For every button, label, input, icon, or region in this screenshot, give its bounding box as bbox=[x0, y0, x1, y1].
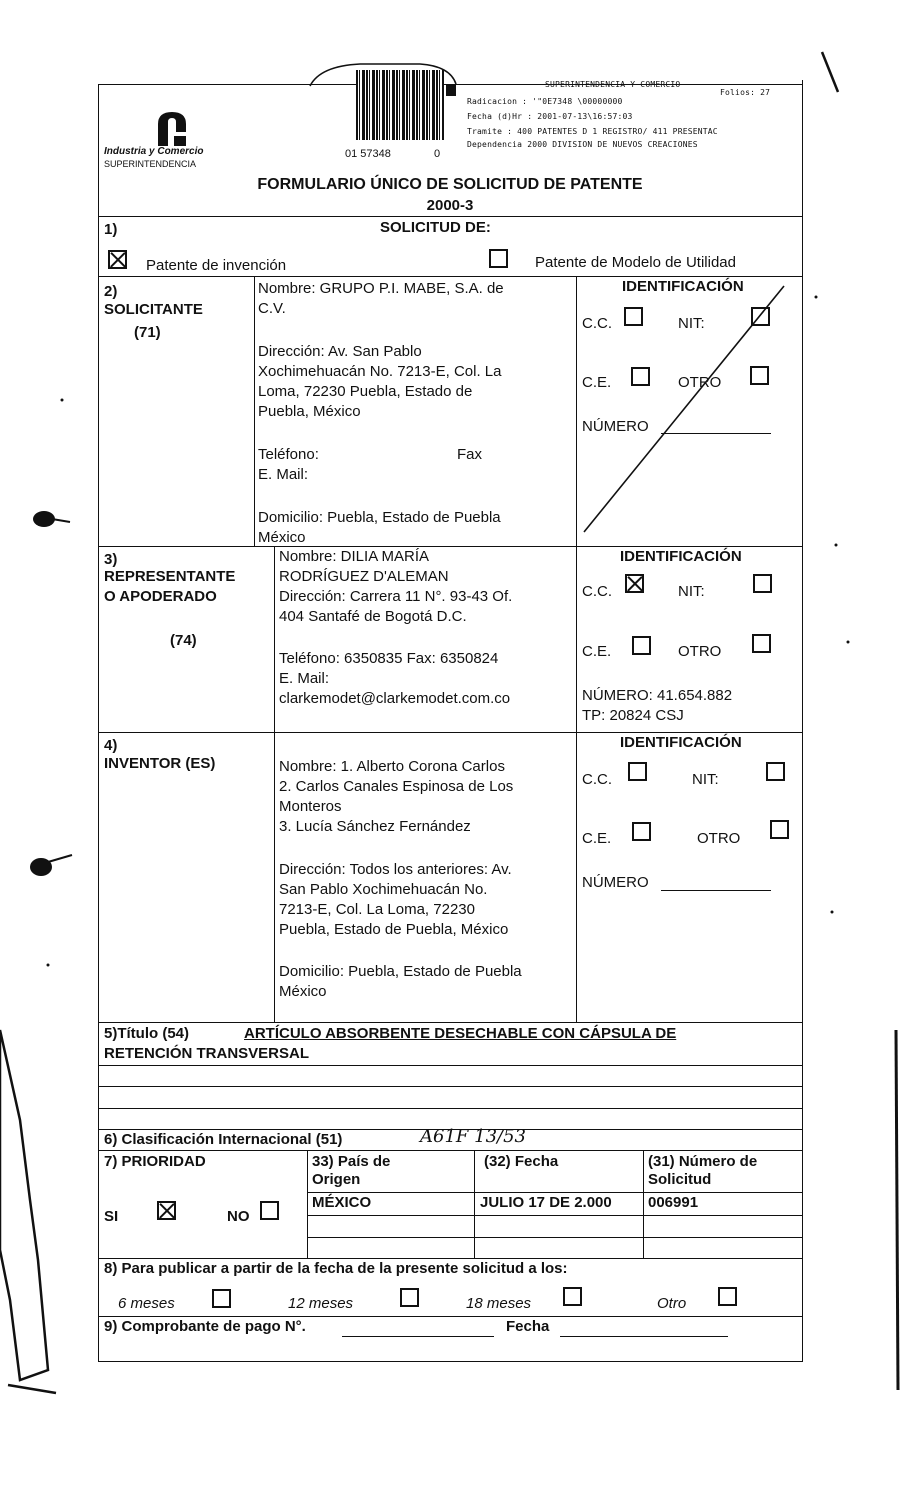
logo-text: Industria y Comercio bbox=[104, 146, 204, 157]
s7-number-value: 006991 bbox=[648, 1194, 699, 1211]
inventor-domicile: Domicilio: Puebla, Estado de Puebla México bbox=[279, 963, 522, 1000]
s7-row-2 bbox=[307, 1215, 802, 1216]
s7-date-value: JULIO 17 DE 2.000 bbox=[480, 1194, 612, 1211]
s3-id-title: IDENTIFICACIÓN bbox=[620, 548, 742, 565]
s4-cc-label: C.C. bbox=[582, 771, 612, 788]
utility-model-checkbox[interactable] bbox=[489, 249, 508, 268]
publish-6-label: 6 meses bbox=[118, 1295, 175, 1312]
utility-model-label: Patente de Modelo de Utilidad bbox=[535, 254, 736, 271]
s7-si-label: SI bbox=[104, 1208, 119, 1225]
section2-number: 2) bbox=[104, 283, 118, 300]
section8-label: 8) Para publicar a partir de la fecha de la presente solicitud a los: bbox=[104, 1260, 568, 1277]
form-right-border bbox=[802, 80, 803, 1362]
s2-cc-label: C.C. bbox=[582, 315, 612, 332]
invention-checkbox[interactable] bbox=[108, 250, 127, 269]
applicant-fax: Fax bbox=[457, 446, 483, 463]
priority-si-checkbox[interactable] bbox=[157, 1201, 176, 1220]
barcode-suffix: 0 bbox=[434, 148, 441, 160]
s4-nit-label: NIT: bbox=[692, 771, 719, 788]
publish-12-label: 12 meses bbox=[288, 1295, 354, 1312]
s3-numero: NÚMERO: 41.654.882 TP: 20824 CSJ bbox=[582, 687, 733, 724]
stamp-mark bbox=[446, 84, 456, 96]
s4-otro-label: OTRO bbox=[697, 830, 741, 847]
section3-number: 3) bbox=[104, 551, 118, 568]
section7-label: 7) PRIORIDAD bbox=[104, 1153, 206, 1170]
publish-other-checkbox[interactable] bbox=[718, 1287, 737, 1306]
section6-label: 6) Clasificación Internacional (51) bbox=[104, 1131, 343, 1148]
invention-label: Patente de invención bbox=[146, 257, 287, 274]
s7-country-header: 33) País de Origen bbox=[312, 1153, 391, 1188]
section1-number: 1) bbox=[104, 221, 118, 238]
applicant-domicile: Domicilio: Puebla, Estado de Puebla México bbox=[258, 509, 501, 546]
s3-ce-checkbox[interactable] bbox=[632, 636, 651, 655]
stamp-line4: Tramite : 400 PATENTES D 1 REGISTRO/ 411 PRESENTAC bbox=[467, 127, 718, 136]
s5-line-3 bbox=[98, 1108, 802, 1109]
stamp-line1: SUPERINTENDENCIA Y COMERCIO bbox=[545, 80, 681, 89]
stamp-line3: Fecha (d)Hr : 2001-07-13\16:57:03 bbox=[467, 112, 633, 121]
s4-numero-label: NÚMERO bbox=[582, 874, 649, 891]
s2-ce-label: C.E. bbox=[582, 374, 612, 391]
s4-cc-checkbox[interactable] bbox=[628, 762, 647, 781]
applicant-phone: Teléfono: bbox=[258, 446, 319, 463]
patent-title-line1: ARTÍCULO ABSORBENTE DESECHABLE CON CÁPSULA DE bbox=[244, 1025, 677, 1042]
s3-ce-label: C.E. bbox=[582, 643, 612, 660]
s7-row-3 bbox=[307, 1237, 802, 1238]
s5-line-2 bbox=[98, 1086, 802, 1087]
s34-divider bbox=[274, 546, 275, 1022]
barcode-icon bbox=[356, 70, 444, 140]
barcode-number: 01 57348 bbox=[345, 148, 391, 160]
section9-label: 9) Comprobante de pago N°. bbox=[104, 1318, 306, 1335]
sep-s2-top bbox=[98, 276, 802, 277]
applicant-name: Nombre: GRUPO P.I. MABE, S.A. de C.V. bbox=[258, 280, 504, 317]
stamp-folios: Folios: 27 bbox=[720, 88, 771, 97]
s4-nit-checkbox[interactable] bbox=[766, 762, 785, 781]
representative-name: Nombre: DILIA MARÍA RODRÍGUEZ D'ALEMAN Dirección: Carrera 11 N°. 93-43 Of. 404 Santafé de Bogotá D.C. bbox=[279, 548, 513, 625]
sep-s9-top bbox=[98, 1316, 802, 1317]
section5-label: 5)Título (54) bbox=[104, 1025, 189, 1042]
sep-s8-top bbox=[98, 1258, 802, 1259]
s4-ce-checkbox[interactable] bbox=[632, 822, 651, 841]
applicant-email: E. Mail: bbox=[258, 466, 309, 483]
s3-nit-label: NIT: bbox=[678, 583, 705, 600]
section3-code: (74) bbox=[170, 632, 197, 649]
priority-no-checkbox[interactable] bbox=[260, 1201, 279, 1220]
representative-contact: Teléfono: 6350835 Fax: 6350824 E. Mail: clarkemodet@clarkemodet.com.co bbox=[279, 650, 511, 707]
sep-s5-top bbox=[98, 1022, 802, 1023]
patent-title-line2: RETENCIÓN TRANSVERSAL bbox=[104, 1045, 310, 1062]
applicant-address: Dirección: Av. San Pablo Xochimehuacán No. 7213-E, Col. La Loma, 72230 Puebla, Estado de Puebla, México bbox=[258, 343, 502, 420]
s7-col-3 bbox=[643, 1150, 644, 1258]
s5-line-1 bbox=[98, 1065, 802, 1066]
s3-cc-label: C.C. bbox=[582, 583, 612, 600]
s4-id-title: IDENTIFICACIÓN bbox=[620, 734, 742, 751]
publish-18-label: 18 meses bbox=[466, 1295, 532, 1312]
s7-date-header: (32) Fecha bbox=[484, 1153, 559, 1170]
s2-numero-label: NÚMERO bbox=[582, 418, 649, 435]
s2-otro-label: OTRO bbox=[678, 374, 722, 391]
logo-subtext: SUPERINTENDENCIA bbox=[104, 159, 197, 169]
classification-handwritten: A61F 13/53 bbox=[420, 1126, 526, 1147]
section3-label: REPRESENTANTE O APODERADO bbox=[104, 568, 236, 605]
stamp-line5: Dependencia 2000 DIVISION DE NUEVOS CREACIONES bbox=[467, 140, 698, 149]
section2-label: SOLICITANTE bbox=[104, 301, 203, 318]
sep-s4-top bbox=[98, 732, 802, 733]
form-title: FORMULARIO ÚNICO DE SOLICITUD DE PATENTE bbox=[257, 176, 643, 193]
s-id-divider bbox=[576, 276, 577, 1023]
section4-label: INVENTOR (ES) bbox=[104, 755, 216, 772]
s4-otro-checkbox[interactable] bbox=[770, 820, 789, 839]
s2-divider-1 bbox=[254, 276, 255, 546]
section2-code: (71) bbox=[134, 324, 161, 341]
inventor-address: Dirección: Todos los anteriores: Av. San Pablo Xochimehuacán No. 7213-E, Col. La Loma, 72230 Puebla, Estado de Puebla, México bbox=[279, 861, 512, 938]
s4-ce-label: C.E. bbox=[582, 830, 612, 847]
s7-country-value: MÉXICO bbox=[312, 1194, 372, 1211]
s7-col-2 bbox=[474, 1150, 475, 1258]
form-code: 2000-3 bbox=[426, 197, 474, 214]
s4-numero-line bbox=[661, 890, 771, 891]
stamp-line2: Radicacion : '"0E7348 \00000000 bbox=[467, 97, 623, 106]
payment-date-line[interactable] bbox=[560, 1336, 728, 1337]
s7-number-header: (31) Número de Solicitud bbox=[648, 1153, 758, 1188]
sic-logo-icon bbox=[152, 108, 192, 148]
s3-otro-checkbox[interactable] bbox=[752, 634, 771, 653]
s7-col-1 bbox=[307, 1150, 308, 1258]
s7-row-1 bbox=[307, 1192, 802, 1193]
inventor-names: Nombre: 1. Alberto Corona Carlos 2. Carlos Canales Espinosa de Los Monteros 3. Lucía Sánchez Fernández bbox=[279, 758, 514, 835]
sep-s1-top bbox=[98, 216, 802, 217]
publish-6-checkbox[interactable] bbox=[212, 1289, 231, 1308]
s2-id-title: IDENTIFICACIÓN bbox=[622, 278, 744, 295]
publish-18-checkbox[interactable] bbox=[563, 1287, 582, 1306]
s2-strike-line bbox=[580, 280, 790, 535]
s3-cc-checkbox[interactable] bbox=[625, 574, 644, 593]
sep-s7-top bbox=[98, 1150, 802, 1151]
publish-other-label: Otro bbox=[657, 1295, 687, 1312]
s2-nit-label: NIT: bbox=[678, 315, 705, 332]
section1-title: SOLICITUD DE: bbox=[380, 219, 491, 236]
publish-12-checkbox[interactable] bbox=[400, 1288, 419, 1307]
section4-number: 4) bbox=[104, 737, 118, 754]
s3-nit-checkbox[interactable] bbox=[753, 574, 772, 593]
payment-number-line[interactable] bbox=[342, 1336, 494, 1337]
s3-otro-label: OTRO bbox=[678, 643, 722, 660]
section9-fecha-label: Fecha bbox=[506, 1318, 550, 1335]
s7-no-label: NO bbox=[227, 1208, 250, 1225]
form-bottom-border bbox=[98, 1361, 802, 1362]
